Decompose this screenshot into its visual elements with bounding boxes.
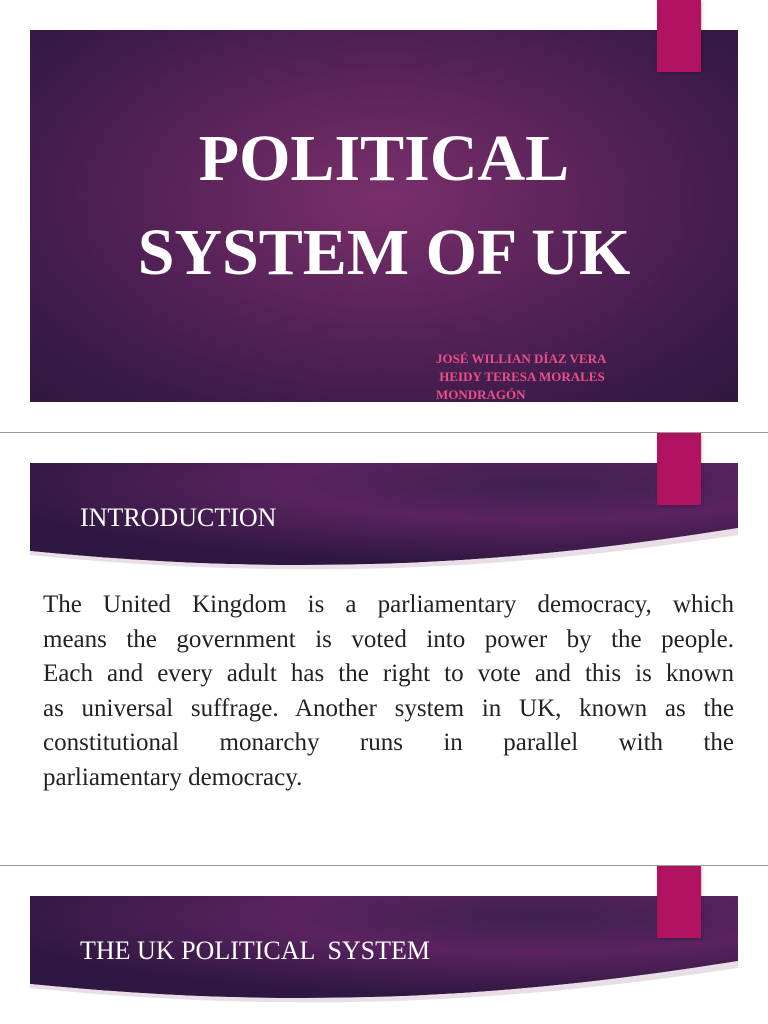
paragraph-line: constitutional monarchy runs in parallel with the — [43, 729, 734, 756]
bookmark-tab — [657, 433, 701, 505]
section-heading: THE UK POLITICAL SYSTEM — [80, 936, 431, 965]
title-slide — [0, 0, 768, 432]
paragraph-line: Each and every adult has the right to vote and this is known — [43, 660, 734, 687]
title-line-1: POLITICAL — [198, 122, 570, 195]
paragraph-line: as universal suffrage. Another system in UK, known as the — [43, 694, 734, 722]
intro-paragraph — [43, 588, 734, 795]
title-line-2: SYSTEM OF UK — [137, 216, 631, 289]
author-line-1: JOSÉ WILLIAN DÍAZ VERA — [436, 351, 607, 366]
title-panel — [30, 30, 738, 402]
authors-block — [436, 350, 736, 404]
bookmark-tab — [657, 0, 701, 72]
paragraph-line: means the government is voted into power by the people. — [43, 625, 734, 653]
paragraph-line: The United Kingdom is a parliamentary democracy, which — [43, 591, 734, 618]
author-line-2: HEIDY TERESA MORALES — [436, 369, 605, 384]
presentation-title — [30, 112, 738, 300]
section-banner — [30, 896, 738, 1016]
political-system-slide — [0, 866, 768, 1024]
section-heading: INTRODUCTION — [80, 503, 277, 532]
paragraph-line: parliamentary democracy. — [43, 763, 303, 791]
bookmark-tab — [657, 866, 701, 938]
section-banner — [30, 463, 738, 583]
author-line-3: MONDRAGÓN — [436, 387, 526, 402]
introduction-slide — [0, 433, 768, 865]
